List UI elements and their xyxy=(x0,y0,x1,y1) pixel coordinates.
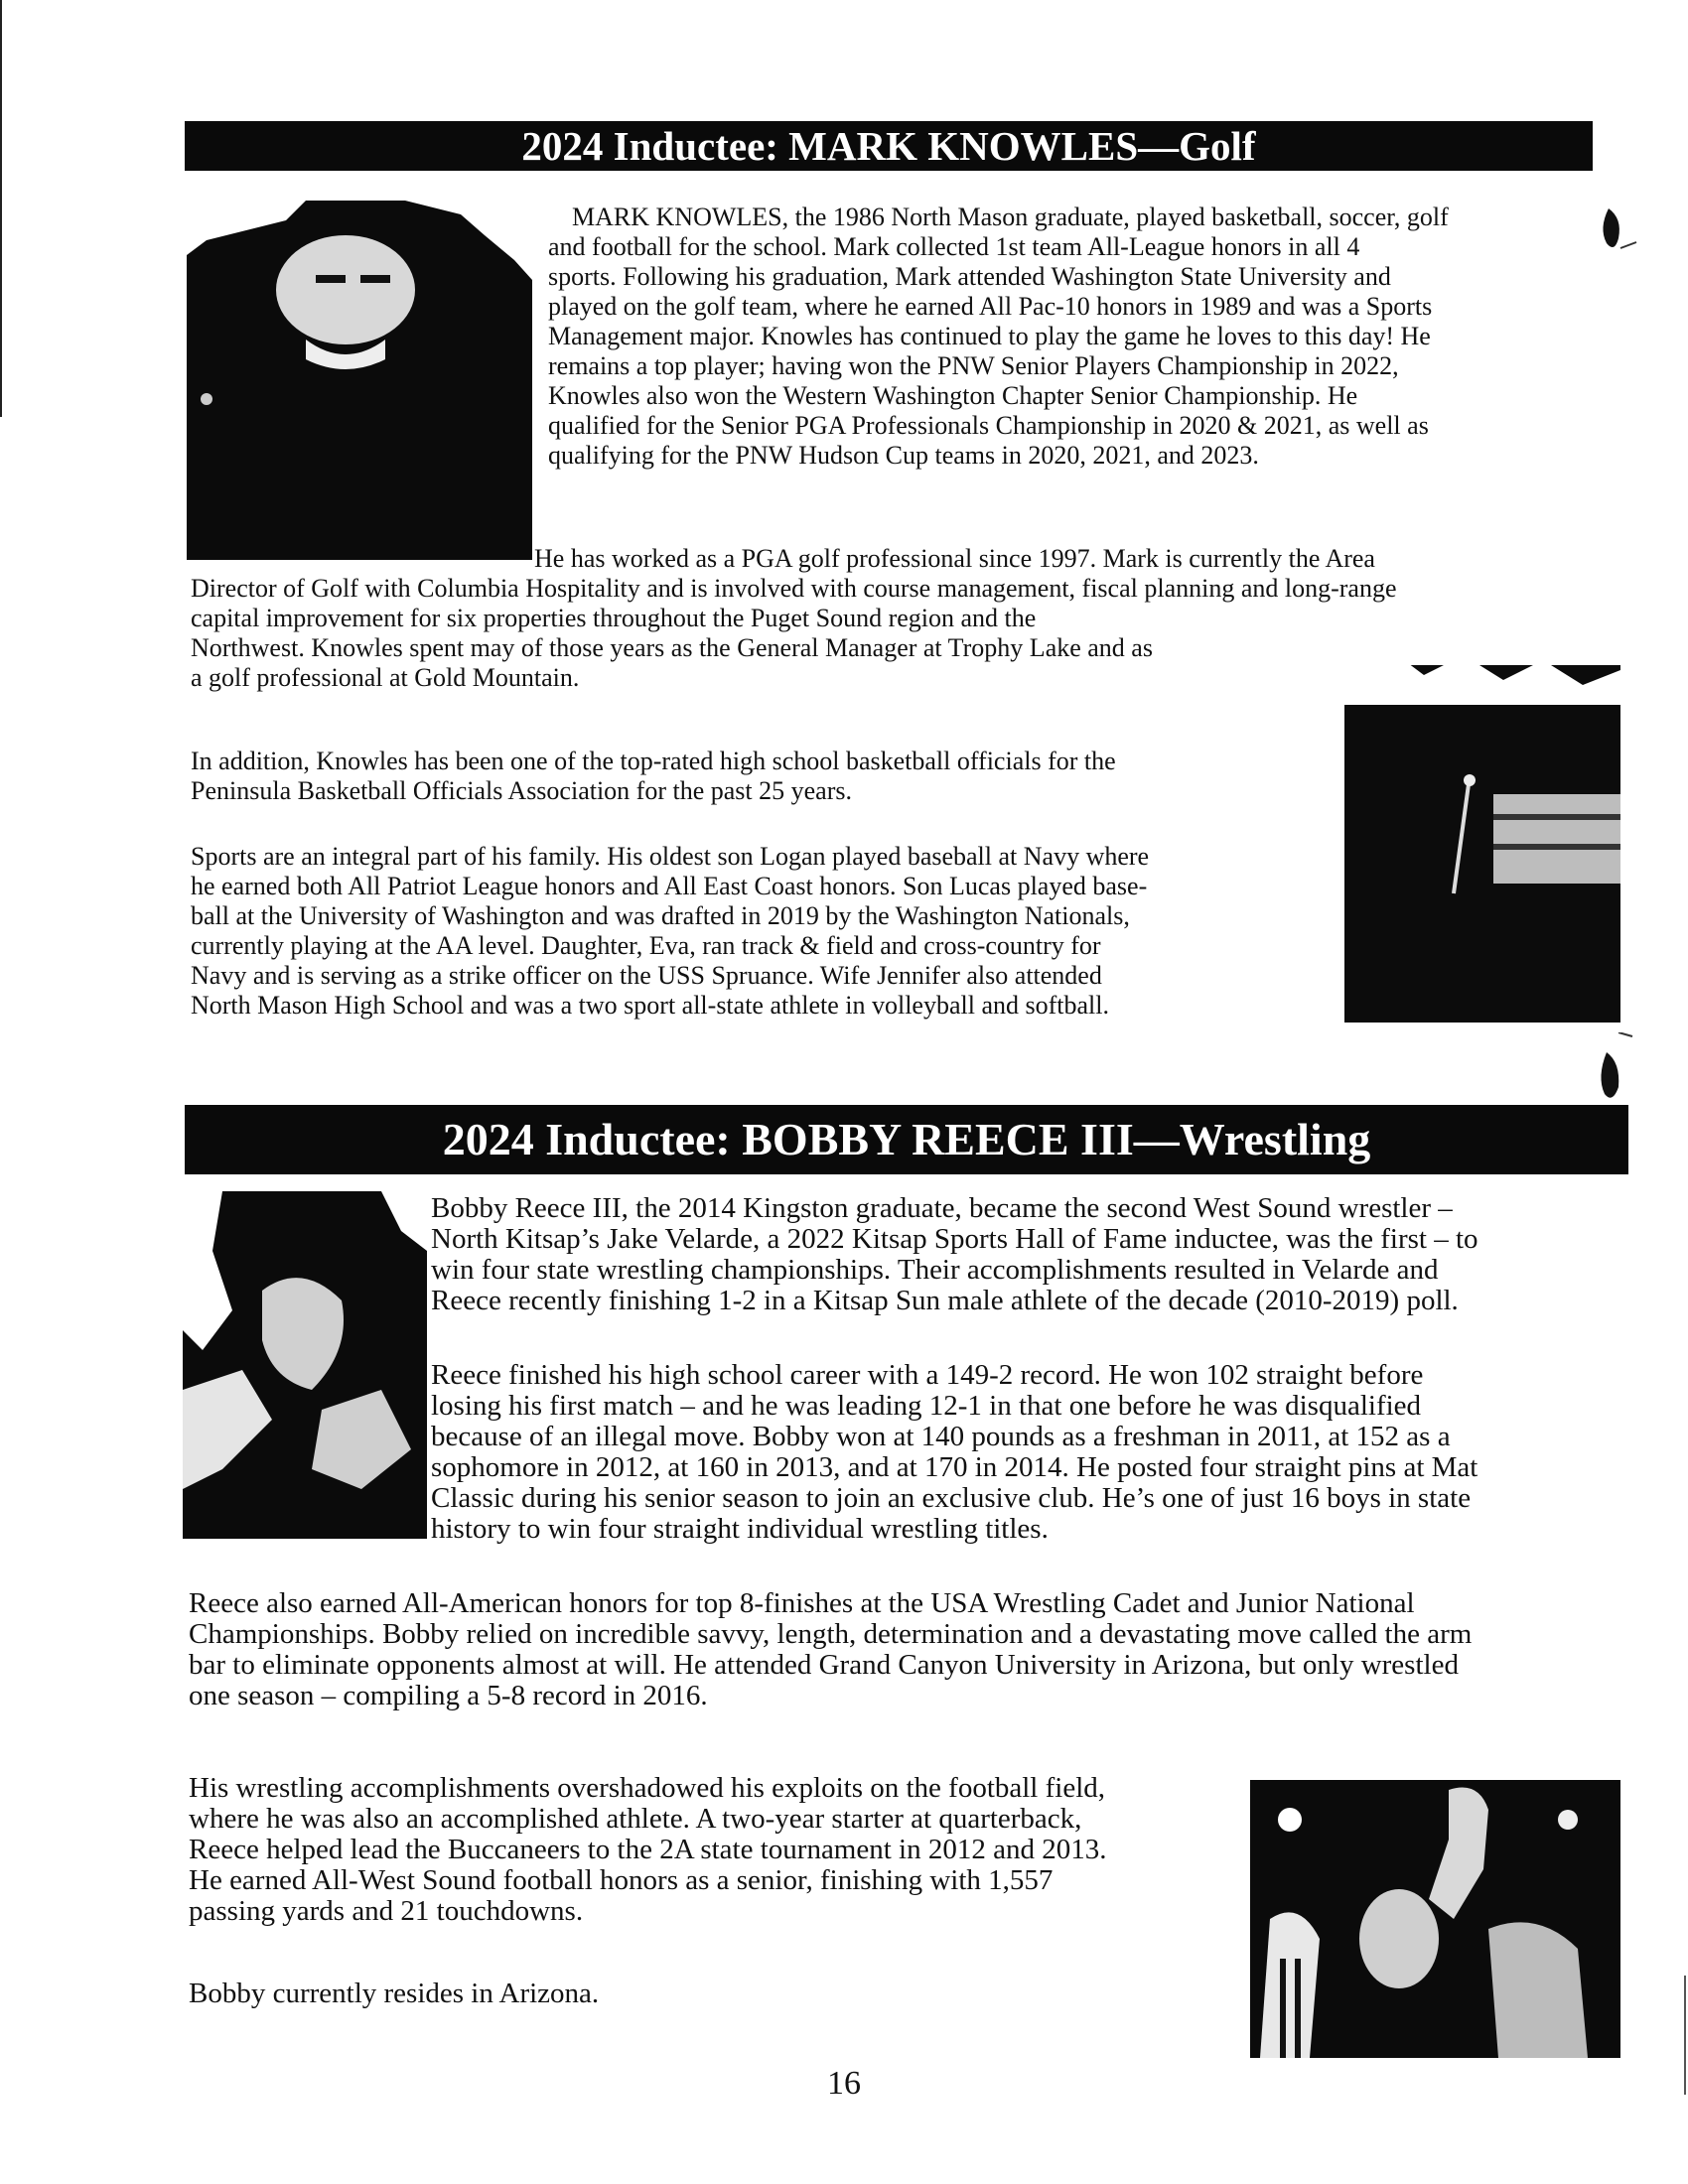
knowles-golf-swing-photo xyxy=(1344,645,1620,1052)
knowles-paragraph-4 xyxy=(191,842,1149,1021)
reece-paragraph-1 xyxy=(431,1193,1478,1316)
text-line: he earned both All Patriot League honors and All East Coast honors. Son Lucas played base- xyxy=(191,872,1148,900)
reece-paragraph-5 xyxy=(189,1979,599,2009)
text-line: Classic during his senior season to join an exclusive club. He’s one of just 16 boys in state xyxy=(431,1482,1472,1514)
text-line: Reece also earned All-American honors for top 8-finishes at the USA Wrestling Cadet and Junior National xyxy=(189,1587,1415,1619)
text-line: In addition, Knowles has been one of the top-rated high school basketball officials for the xyxy=(191,747,1116,775)
text-line: bar to eliminate opponents almost at will. He attended Grand Canyon University in Arizona, but only wrestled xyxy=(189,1649,1459,1681)
text-line: He earned All-West Sound football honors as a senior, finishing with 1,557 xyxy=(189,1864,1054,1896)
text-line: Director of Golf with Columbia Hospitality and is involved with course management, fiscal planning and long-range xyxy=(191,574,1397,603)
text-line: and football for the school. Mark collected 1st team All-League honors in all 4 xyxy=(548,232,1360,261)
reece-wrestling-photo xyxy=(183,1191,427,1539)
text-line: North Mason High School and was a two sport all-state athlete in volleyball and softball. xyxy=(191,991,1109,1020)
reece-paragraph-3 xyxy=(189,1588,1472,1711)
text-line: Northwest. Knowles spent may of those years as the General Manager at Trophy Lake and as xyxy=(191,633,1153,662)
reece-celebration-photo xyxy=(1250,1780,1620,2058)
page-number: 16 xyxy=(827,2065,861,2102)
knowles-paragraph-3 xyxy=(191,747,1116,806)
text-line: ball at the University of Washington and was drafted in 2019 by the Washington Nationals, xyxy=(191,901,1130,930)
text-line: qualifying for the PNW Hudson Cup teams in 2020, 2021, and 2023. xyxy=(548,441,1259,470)
scan-edge-left xyxy=(0,0,2,417)
text-line: sophomore in 2012, at 160 in 2013, and at 170 in 2014. He posted four straight pins at Mat xyxy=(431,1451,1478,1483)
text-line: losing his first match – and he was leading 12-1 in that one before he was disqualified xyxy=(431,1390,1422,1422)
knowles-paragraph-2 xyxy=(191,544,1397,693)
text-line: Bobby currently resides in Arizona. xyxy=(189,1978,600,2009)
text-line: passing yards and 21 touchdowns. xyxy=(189,1895,584,1927)
text-line: Navy and is serving as a strike officer on the USS Spruance. Wife Jennifer also attended xyxy=(191,961,1102,990)
text-line: Management major. Knowles has continued to play the game he loves to this day! He xyxy=(548,322,1431,350)
text-line: because of an illegal move. Bobby won at 140 pounds as a freshman in 2011, at 152 as a xyxy=(431,1421,1451,1452)
text-line: sports. Following his graduation, Mark attended Washington State University and xyxy=(548,262,1391,291)
inductee-banner-reece: 2024 Inductee: BOBBY REECE III—Wrestling xyxy=(185,1105,1628,1174)
reece-paragraph-4 xyxy=(189,1773,1106,1927)
text-line: played on the golf team, where he earned All Pac-10 honors in 1989 and was a Sports xyxy=(548,292,1433,321)
text-line: Reece helped lead the Buccaneers to the 2A state tournament in 2012 and 2013. xyxy=(189,1834,1107,1865)
text-line: a golf professional at Gold Mountain. xyxy=(191,663,580,692)
knowles-paragraph-1 xyxy=(548,203,1449,471)
text-line: Bobby Reece III, the 2014 Kingston graduate, became the second West Sound wrestler – xyxy=(431,1192,1453,1224)
text-line: where he was also an accomplished athlete. A two-year starter at quarterback, xyxy=(189,1803,1082,1835)
text-line: currently playing at the AA level. Daughter, Eva, ran track & field and cross-country for xyxy=(191,931,1101,960)
text-line: Reece finished his high school career with a 149-2 record. He won 102 straight before xyxy=(431,1359,1424,1391)
text-line: MARK KNOWLES, the 1986 North Mason graduate, played basketball, soccer, golf xyxy=(572,203,1449,231)
text-line: remains a top player; having won the PNW Senior Players Championship in 2022, xyxy=(548,351,1399,380)
text-line: His wrestling accomplishments overshadowed his exploits on the football field, xyxy=(189,1772,1106,1804)
text-line: He has worked as a PGA golf professional since 1997. Mark is currently the Area xyxy=(534,544,1375,573)
text-line: North Kitsap’s Jake Velarde, a 2022 Kitsap Sports Hall of Fame inductee, was the first – to xyxy=(431,1223,1478,1255)
text-line: Championships. Bobby relied on incredible savvy, length, determination and a devastating move called the arm xyxy=(189,1618,1473,1650)
text-line: win four state wrestling championships. Their accomplishments resulted in Velarde and xyxy=(431,1254,1439,1286)
text-line: Sports are an integral part of his family. His oldest son Logan played baseball at Navy where xyxy=(191,842,1150,871)
text-line: one season – compiling a 5-8 record in 2016. xyxy=(189,1680,708,1711)
text-line: qualified for the Senior PGA Professionals Championship in 2020 & 2021, as well as xyxy=(548,411,1429,440)
knowles-portrait-photo xyxy=(187,201,532,560)
text-line: Knowles also won the Western Washington Chapter Senior Championship. He xyxy=(548,381,1358,410)
text-line: Peninsula Basketball Officials Association for the past 25 years. xyxy=(191,776,852,805)
reece-paragraph-2 xyxy=(431,1360,1477,1545)
text-line: history to win four straight individual wrestling titles. xyxy=(431,1513,1049,1545)
inductee-banner-knowles: 2024 Inductee: MARK KNOWLES—Golf xyxy=(185,121,1593,171)
text-line: capital improvement for six properties throughout the Puget Sound region and the xyxy=(191,604,1037,632)
text-line: Reece recently finishing 1-2 in a Kitsap Sun male athlete of the decade (2010-2019) poll. xyxy=(431,1285,1459,1316)
scan-smudge-mark xyxy=(1589,199,1648,268)
